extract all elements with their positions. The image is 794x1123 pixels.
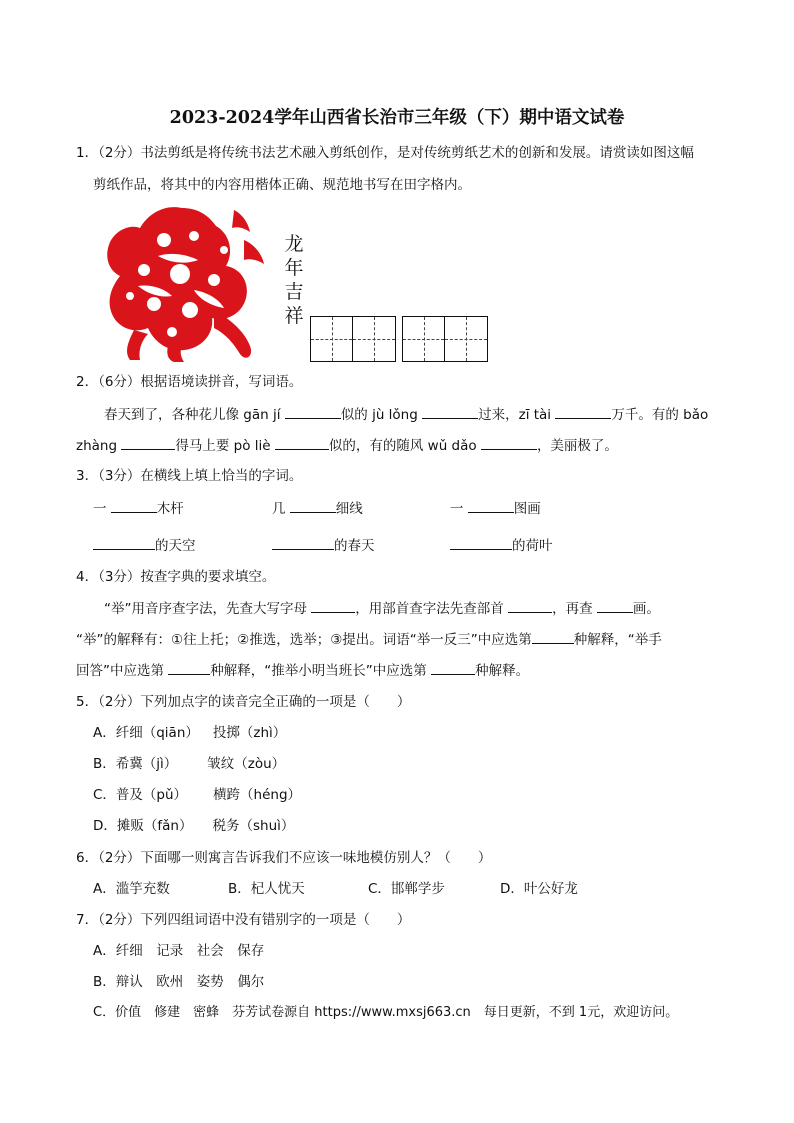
q3-item: 的春天	[272, 535, 375, 556]
q1-line2: 剪纸作品，将其中的内容用楷体正确、规范地书写在田字格内。	[93, 177, 471, 193]
dragon-papercut-image	[94, 200, 266, 362]
q2-line1: 春天到了，各种花儿像 gān jí 似的 jù lǒng 过来，zī tài 万千。有的 bǎo	[104, 404, 708, 425]
tianzige-cell[interactable]	[445, 317, 487, 361]
tianzige-cell[interactable]	[353, 317, 395, 361]
tianzige-cell[interactable]	[311, 317, 353, 361]
calligraphy-vertical-text	[282, 232, 306, 328]
q6-option-b[interactable]: B．杞人忧天	[228, 881, 305, 897]
q3-item: 几 细线	[272, 498, 363, 519]
tianzige-grid-right[interactable]	[402, 316, 488, 362]
q6-option-d[interactable]: D．叶公好龙	[500, 881, 578, 897]
q5-option-d[interactable]: D．摊贩（fǎn） 税务（shuì）	[93, 818, 295, 834]
answer-blank[interactable]	[431, 660, 475, 675]
q3-heading: 3．（3分）在横线上填上恰当的字词。	[76, 468, 303, 484]
answer-blank[interactable]	[275, 435, 329, 450]
page-title: 2023-2024学年山西省长治市三年级（下）期中语文试卷	[169, 108, 625, 128]
q7-option-b[interactable]: B．辩认 欧州 姿势 偶尔	[93, 974, 265, 990]
char-ji: 吉	[284, 281, 304, 303]
answer-blank[interactable]	[508, 598, 552, 613]
char-xiang: 祥	[284, 305, 304, 327]
q4-line3: 回答”中应选第 种解释，“推举小明当班长”中应选第 种解释。	[76, 660, 529, 681]
q6-option-a[interactable]: A．滥竽充数	[93, 881, 170, 897]
q7-option-c[interactable]: C．价值 修建 密蜂 芬芳试卷源自 https://www.mxsj663.cn 每日更新，不到 1元，欢迎访问。	[93, 1005, 679, 1020]
tianzige-cell[interactable]	[403, 317, 445, 361]
q4-heading: 4．（3分）按查字典的要求填空。	[76, 569, 276, 585]
answer-blank[interactable]	[93, 535, 155, 550]
answer-blank[interactable]	[168, 660, 210, 675]
answer-blank[interactable]	[290, 498, 336, 513]
q1-line1: 1．（2分）书法剪纸是将传统书法艺术融入剪纸创作，是对传统剪纸艺术的创新和发展。请赏读如图这幅	[76, 145, 694, 161]
answer-blank[interactable]	[555, 404, 611, 419]
q7-option-a[interactable]: A．纤细 记录 社会 保存	[93, 943, 265, 959]
answer-blank[interactable]	[450, 535, 512, 550]
q6-option-c[interactable]: C．邯郸学步	[368, 881, 445, 897]
answer-blank[interactable]	[311, 598, 355, 613]
q5-option-a[interactable]: A．纤细（qiān） 投掷（zhì）	[93, 725, 287, 741]
q3-item: 的荷叶	[450, 535, 553, 556]
answer-blank[interactable]	[121, 435, 175, 450]
q3-item: 一 木杆	[93, 498, 184, 519]
q5-heading: 5．（2分）下列加点字的读音完全正确的一项是（ ）	[76, 694, 411, 710]
answer-blank[interactable]	[468, 498, 514, 513]
q4-line1: “举”用音序查字法，先查大写字母 ，用部首查字法先查部首 ，再查 画。	[104, 598, 660, 619]
q5-option-b[interactable]: B．希冀（jì） 皱纹（zòu）	[93, 756, 286, 772]
q4-line2: “举”的解释有：①往上托；②推选，选举；③提出。词语“举一反三”中应选第 种解释，“举手	[76, 629, 662, 650]
char-long: 龙	[284, 233, 304, 255]
q3-item: 的天空	[93, 535, 196, 556]
q7-heading: 7．（2分）下列四组词语中没有错别字的一项是（ ）	[76, 912, 411, 928]
q3-item: 一 图画	[450, 498, 541, 519]
q5-option-c[interactable]: C．普及（pǔ） 横跨（héng）	[93, 787, 302, 803]
answer-blank[interactable]	[285, 404, 341, 419]
q2-heading: 2．（6分）根据语境读拼音，写词语。	[76, 374, 303, 390]
answer-blank[interactable]	[481, 435, 537, 450]
answer-blank[interactable]	[532, 629, 574, 644]
q6-heading: 6．（2分）下面哪一则寓言告诉我们不应该一味地模仿别人？（ ）	[76, 850, 492, 866]
answer-blank[interactable]	[272, 535, 334, 550]
answer-blank[interactable]	[111, 498, 157, 513]
q2-line2: zhàng 得马上要 pò liè 似的，有的随风 wǔ dǎo ，美丽极了。	[76, 435, 618, 456]
answer-blank[interactable]	[597, 598, 633, 613]
char-nian: 年	[284, 257, 304, 279]
answer-blank[interactable]	[422, 404, 478, 419]
tianzige-grid-left[interactable]	[310, 316, 396, 362]
